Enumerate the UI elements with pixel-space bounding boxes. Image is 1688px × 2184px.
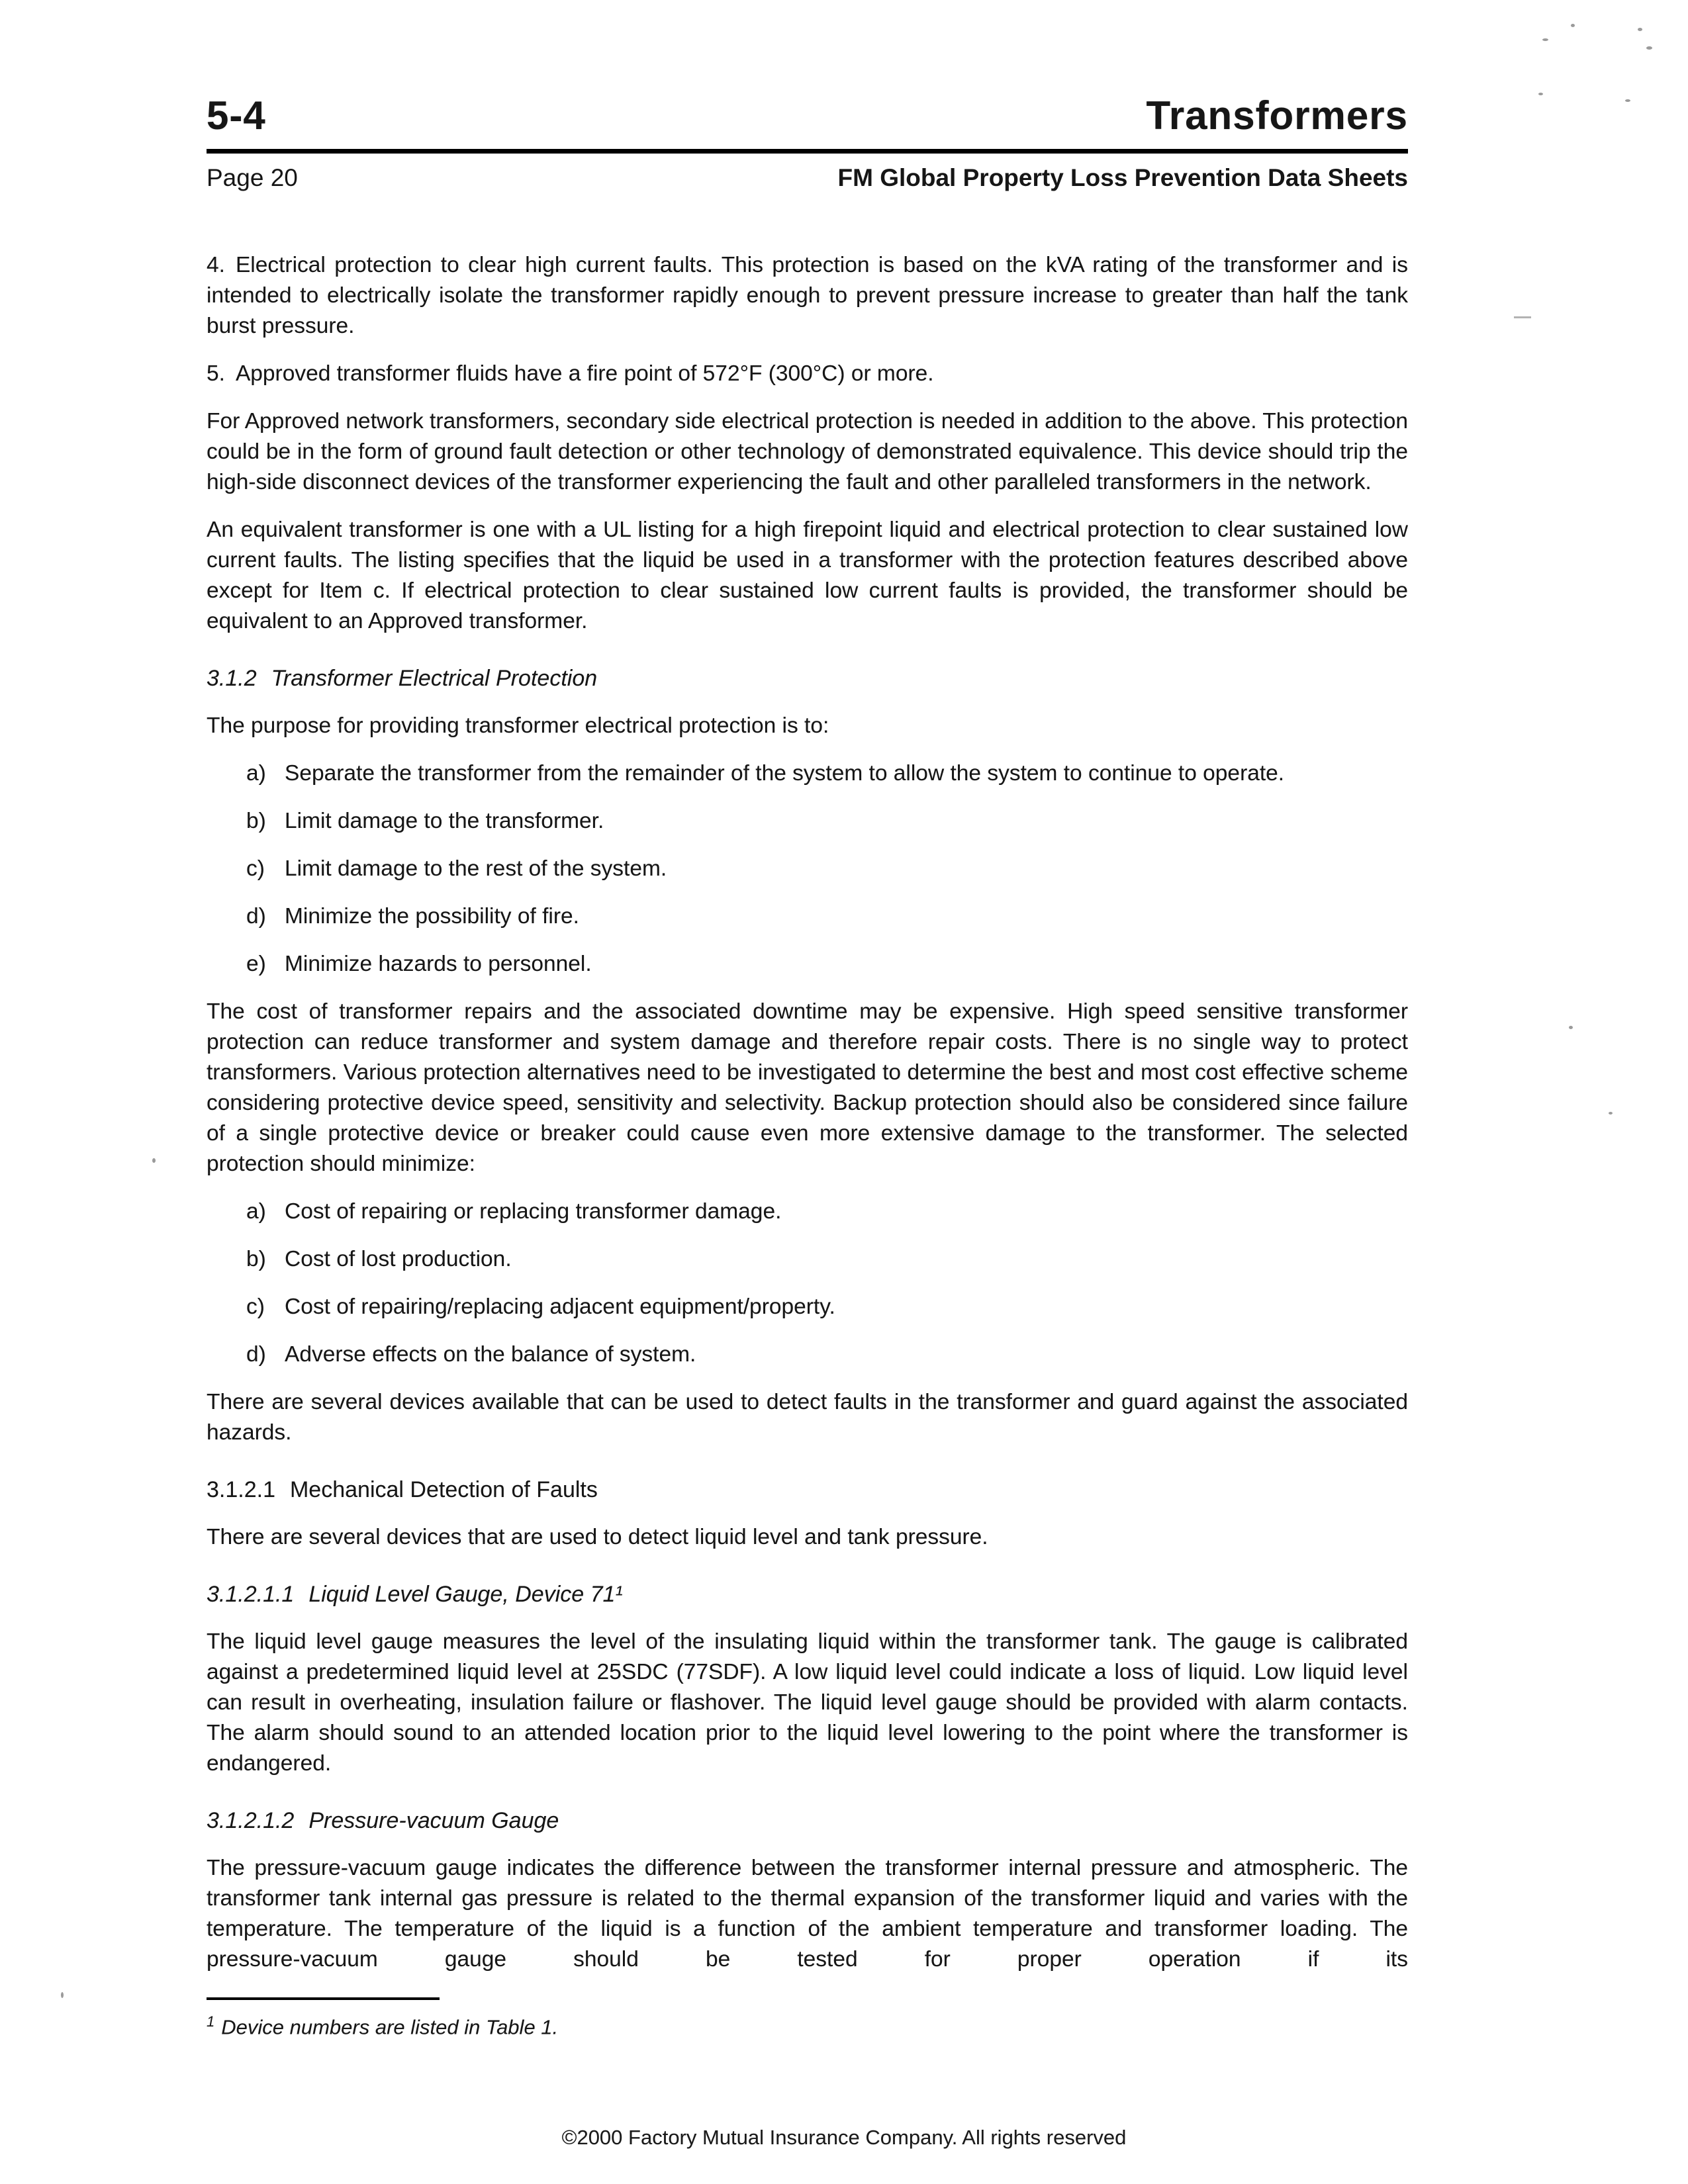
numbered-item-5 <box>207 359 1408 389</box>
list-text: Separate the transformer from the remainder of the system to allow the system to continue to operate. <box>285 761 1285 786</box>
section-title: Transformer Electrical Protection <box>271 666 598 691</box>
list-text: Cost of lost production. <box>285 1247 512 1271</box>
section-heading-3-1-2-1-2 <box>207 1805 1408 1836</box>
footnote-text <box>207 2008 1408 2041</box>
section-number: 3.1.2 <box>207 666 257 691</box>
footnote-body: Device numbers are listed in Table 1. <box>221 2015 559 2039</box>
scan-speck <box>1646 46 1652 50</box>
paragraph-liquid-level-gauge: The liquid level gauge measures the level of the insulating liquid within the transformer tank. The gauge is calibrated against a predetermined liquid level at 25SDC (77SDF). A low liquid level could indicate a loss of liquid. Low liquid level can result in overheating, insulation failure or flashover. The liquid level gauge should be provided with alarm contacts. The alarm should sound to an attended location prior to the liquid level lowering to the point where the transformer is endangered. <box>207 1629 1408 1776</box>
section-title: Mechanical Detection of Faults <box>289 1477 598 1502</box>
list-label: a) <box>246 761 266 786</box>
copyright-footer: ©2000 Factory Mutual Insurance Company. All rights reserved <box>561 2126 1127 2149</box>
list-text: Cost of repairing/replacing adjacent equipment/property. <box>285 1295 835 1319</box>
section-number: 5-4 <box>207 93 266 138</box>
list-item <box>246 1244 1408 1275</box>
paragraph-cost: The cost of transformer repairs and the associated downtime may be expensive. High speed sensitive transformer protection can reduce transformer and system damage and therefore repair costs. There is no single way to protect transformers. Various protection alternatives need to be investigated to determine the best and most cost effective scheme considering protective device speed, sensitivity and selectivity. Backup protection should also be considered since failure of a single protective device or breaker could cause even more extensive damage to the transformer. The selected protection should minimize: <box>207 999 1408 1176</box>
section-heading-3-1-2-1 <box>207 1475 1408 1505</box>
section-number: 3.1.2.1 <box>207 1477 275 1502</box>
scan-speck <box>1609 1112 1613 1115</box>
item-text: Electrical protection to clear high current faults. This protection is based on the kVA rating of the transformer and is intended to electrically isolate the transformer rapidly enough to prevent pressure increase to greater than half the tank burst pressure. <box>207 253 1408 338</box>
organization-line: FM Global Property Loss Prevention Data Sheets <box>837 164 1408 191</box>
item-number: 4. <box>207 253 225 277</box>
scan-speck <box>1625 99 1630 102</box>
item-text: Approved transformer fluids have a fire point of 572°F (300°C) or more. <box>235 361 934 386</box>
list-label: c) <box>246 856 265 881</box>
list-text: Minimize the possibility of fire. <box>285 904 579 929</box>
header-subrow <box>207 164 1408 192</box>
paragraph-devices-available: There are several devices available that can be used to detect faults in the transformer and guard against the associated hazards. <box>207 1390 1408 1445</box>
list-item <box>246 806 1408 837</box>
section-number: 3.1.2.1.1 <box>207 1582 295 1607</box>
scan-speck <box>152 1158 156 1163</box>
section-title: Pressure-vacuum Gauge <box>308 1808 559 1833</box>
body-text <box>207 250 1408 2041</box>
list-text: Limit damage to the transformer. <box>285 809 604 833</box>
list-label: b) <box>246 809 266 833</box>
document-title: Transformers <box>1146 93 1408 138</box>
page-number-label: Page 20 <box>207 164 298 191</box>
paragraph-purpose: The purpose for providing transformer electrical protection is to: <box>207 713 829 738</box>
numbered-item-4 <box>207 250 1408 341</box>
list-item <box>246 901 1408 932</box>
list-text: Cost of repairing or replacing transformer damage. <box>285 1199 782 1224</box>
section-heading-3-1-2 <box>207 663 1408 694</box>
list-label: c) <box>246 1295 265 1319</box>
list-item <box>246 758 1408 789</box>
list-label: a) <box>246 1199 266 1224</box>
paragraph-detect-devices: There are several devices that are used to detect liquid level and tank pressure. <box>207 1525 988 1549</box>
paragraph-pressure-vacuum-gauge: The pressure-vacuum gauge indicates the difference between the transformer internal pressure and atmospheric. The transformer tank internal gas pressure is related to the thermal expansion of the transformer liquid and varies with the temperature. The temperature of the liquid is a function of the ambient temperature and transformer loading. The pressure-vacuum gauge should be tested for proper operation if its <box>207 1856 1408 1972</box>
list-label: d) <box>246 1342 266 1367</box>
list-text: Limit damage to the rest of the system. <box>285 856 667 881</box>
section-heading-3-1-2-1-1 <box>207 1579 1408 1610</box>
list-item <box>246 1292 1408 1322</box>
scan-speck <box>1571 24 1575 27</box>
item-number: 5. <box>207 361 225 386</box>
list-item <box>246 1197 1408 1227</box>
scan-speck <box>1538 93 1543 95</box>
paragraph-equivalent-transformer: An equivalent transformer is one with a UL listing for a high firepoint liquid and electrical protection to clear sustained low current faults. The listing specifies that the liquid be used in a transformer with the protection features described above except for Item c. If electrical protection to clear sustained low current faults is provided, the transformer should be equivalent to an Approved transformer. <box>207 518 1408 633</box>
list-item <box>246 1340 1408 1370</box>
page-content <box>207 93 1408 2041</box>
scan-speck <box>1569 1026 1573 1029</box>
section-title: Liquid Level Gauge, Device 71¹ <box>308 1582 623 1607</box>
scan-speck <box>1542 38 1548 41</box>
list-label: b) <box>246 1247 266 1271</box>
scan-speck <box>1514 316 1531 318</box>
footnote-block <box>207 1997 1408 2041</box>
list-text: Adverse effects on the balance of system. <box>285 1342 696 1367</box>
paragraph-network-transformers: For Approved network transformers, secondary side electrical protection is needed in addition to the above. This protection could be in the form of ground fault detection or other technology of demonstrated equivalence. This device should trip the high-side disconnect devices of the transformer experiencing the fault and other paralleled transformers in the network. <box>207 409 1408 494</box>
scan-speck <box>61 1992 64 1998</box>
page-header <box>207 93 1408 138</box>
list-label: e) <box>246 952 266 976</box>
list-item <box>246 949 1408 979</box>
section-number: 3.1.2.1.2 <box>207 1808 295 1833</box>
list-text: Minimize hazards to personnel. <box>285 952 592 976</box>
list-label: d) <box>246 904 266 929</box>
list-item <box>246 854 1408 884</box>
footnote-marker: 1 <box>207 2013 215 2030</box>
footnote-rule <box>207 1997 440 2000</box>
header-rule <box>207 149 1408 154</box>
scan-speck <box>1638 28 1642 31</box>
